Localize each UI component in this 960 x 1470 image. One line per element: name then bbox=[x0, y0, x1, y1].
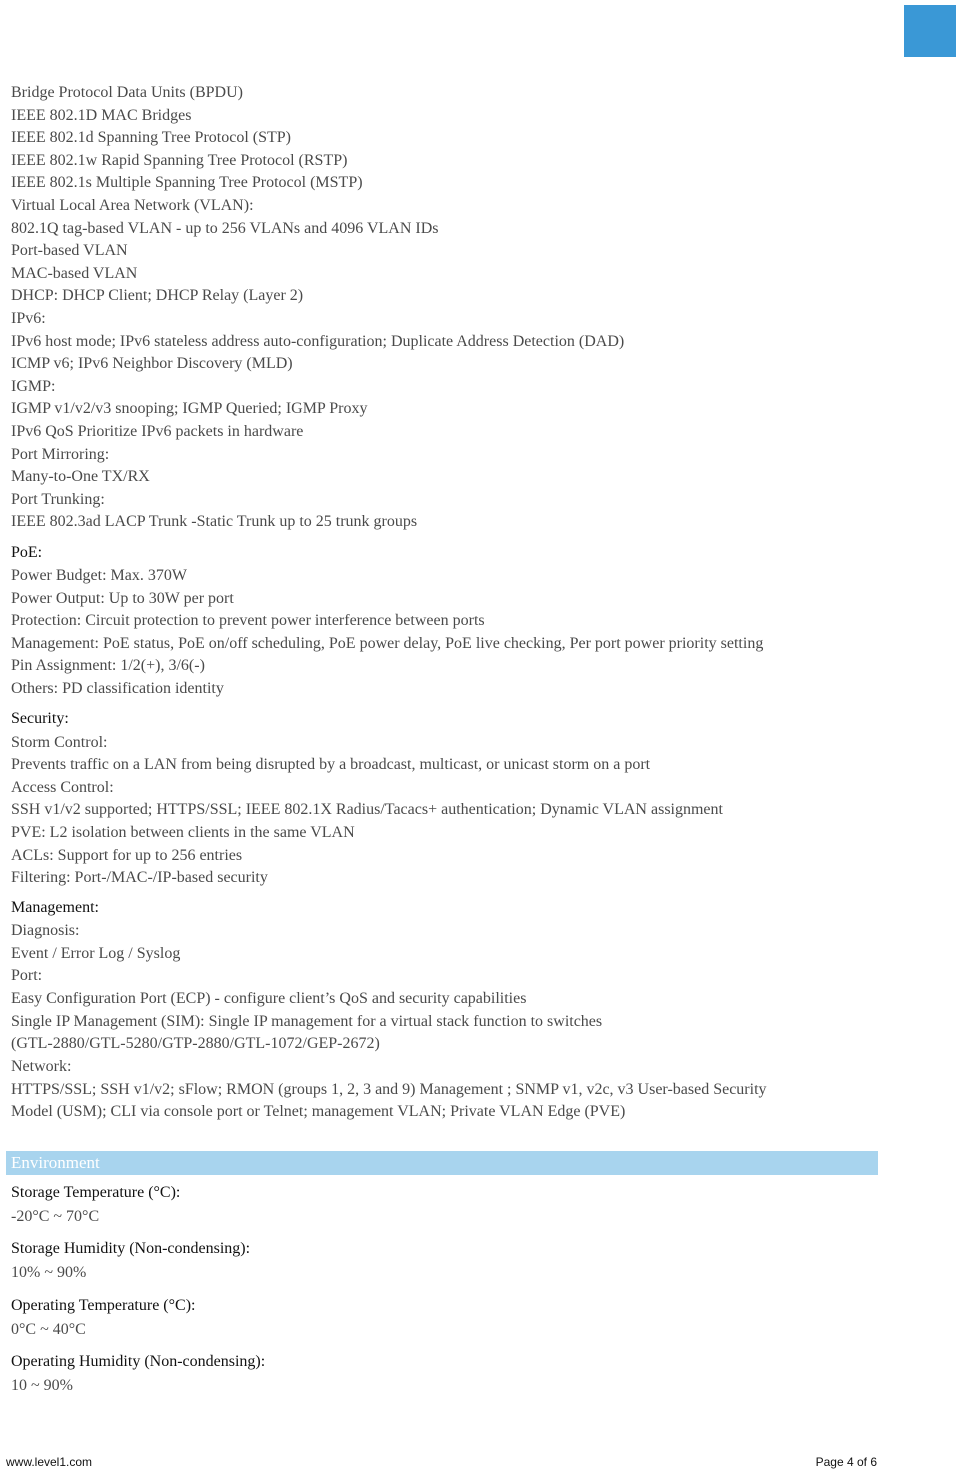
security-line: ACLs: Support for up to 256 entries bbox=[11, 847, 243, 864]
management-line: HTTPS/SSL; SSH v1/v2; sFlow; RMON (groups 1, 2, 3 and 9) Management ; SNMP v1, v2c, v3 User-based Security bbox=[11, 1081, 767, 1098]
poe-line: Others: PD classification identity bbox=[11, 680, 224, 697]
spec-line: Virtual Local Area Network (VLAN): bbox=[11, 197, 254, 214]
poe-line: Pin Assignment: 1/2(+), 3/6(-) bbox=[11, 657, 205, 674]
management-line: Port: bbox=[11, 967, 43, 984]
management-heading: Management: bbox=[11, 899, 99, 916]
management-line: Network: bbox=[11, 1058, 72, 1075]
spec-line: IGMP: bbox=[11, 378, 56, 395]
storage-humidity-value: 10% ~ 90% bbox=[11, 1264, 87, 1281]
spec-line: Port-based VLAN bbox=[11, 242, 128, 259]
spec-line: IPv6 host mode; IPv6 stateless address auto-configuration; Duplicate Address Detection (DAD) bbox=[11, 333, 625, 350]
operating-temperature-label: Operating Temperature (°C): bbox=[11, 1297, 196, 1314]
environment-heading: Environment bbox=[11, 1153, 100, 1172]
storage-humidity-label: Storage Humidity (Non-condensing): bbox=[11, 1240, 251, 1257]
security-line: PVE: L2 isolation between clients in the same VLAN bbox=[11, 824, 355, 841]
spec-line: IEEE 802.3ad LACP Trunk -Static Trunk up to 25 trunk groups bbox=[11, 513, 418, 530]
management-line: Diagnosis: bbox=[11, 922, 80, 939]
management-line: (GTL-2880/GTL-5280/GTP-2880/GTL-1072/GEP-2672) bbox=[11, 1035, 380, 1052]
spec-line: 802.1Q tag-based VLAN - up to 256 VLANs and 4096 VLAN IDs bbox=[11, 220, 439, 237]
spec-line: Port Trunking: bbox=[11, 491, 105, 508]
operating-temperature-value: 0°C ~ 40°C bbox=[11, 1321, 86, 1338]
spec-line: IEEE 802.1d Spanning Tree Protocol (STP) bbox=[11, 129, 291, 146]
spec-line: Bridge Protocol Data Units (BPDU) bbox=[11, 84, 243, 101]
spec-line: IEEE 802.1w Rapid Spanning Tree Protocol (RSTP) bbox=[11, 152, 348, 169]
spec-line: MAC-based VLAN bbox=[11, 265, 138, 282]
brand-corner-block bbox=[904, 5, 956, 57]
security-line: Prevents traffic on a LAN from being disrupted by a broadcast, multicast, or unicast storm on a port bbox=[11, 756, 651, 773]
security-line: Filtering: Port-/MAC-/IP-based security bbox=[11, 869, 268, 886]
management-line: Event / Error Log / Syslog bbox=[11, 945, 181, 962]
security-line: SSH v1/v2 supported; HTTPS/SSL; IEEE 802.1X Radius/Tacacs+ authentication; Dynamic VLAN assignment bbox=[11, 801, 723, 818]
security-heading: Security: bbox=[11, 710, 69, 727]
poe-line: Power Output: Up to 30W per port bbox=[11, 590, 234, 607]
management-line: Single IP Management (SIM): Single IP management for a virtual stack function to switches bbox=[11, 1013, 603, 1030]
spec-line: IEEE 802.1D MAC Bridges bbox=[11, 107, 192, 124]
footer-website-link[interactable]: www.level1.com bbox=[6, 1455, 93, 1469]
operating-humidity-value: 10 ~ 90% bbox=[11, 1377, 73, 1394]
storage-temperature-value: -20°C ~ 70°C bbox=[11, 1208, 100, 1225]
security-line: Access Control: bbox=[11, 779, 114, 796]
storage-temperature-label: Storage Temperature (°C): bbox=[11, 1184, 181, 1201]
spec-line: IPv6 QoS Prioritize IPv6 packets in hardware bbox=[11, 423, 304, 440]
spec-line: ICMP v6; IPv6 Neighbor Discovery (MLD) bbox=[11, 355, 293, 372]
spec-line: IPv6: bbox=[11, 310, 46, 327]
spec-line: DHCP: DHCP Client; DHCP Relay (Layer 2) bbox=[11, 287, 304, 304]
poe-line: Protection: Circuit protection to prevent power interference between ports bbox=[11, 612, 485, 629]
security-line: Storm Control: bbox=[11, 734, 108, 751]
poe-line: Management: PoE status, PoE on/off scheduling, PoE power delay, PoE live checking, Per port power priority setting bbox=[11, 635, 764, 652]
management-line: Model (USM); CLI via console port or Telnet; management VLAN; Private VLAN Edge (PVE) bbox=[11, 1103, 626, 1120]
spec-line: Port Mirroring: bbox=[11, 446, 110, 463]
poe-line: Power Budget: Max. 370W bbox=[11, 567, 187, 584]
footer-page-number: Page 4 of 6 bbox=[815, 1455, 877, 1469]
poe-heading: PoE: bbox=[11, 544, 43, 561]
spec-line: Many-to-One TX/RX bbox=[11, 468, 150, 485]
spec-line: IEEE 802.1s Multiple Spanning Tree Protocol (MSTP) bbox=[11, 174, 363, 191]
operating-humidity-label: Operating Humidity (Non-condensing): bbox=[11, 1353, 266, 1370]
spec-line: IGMP v1/v2/v3 snooping; IGMP Queried; IGMP Proxy bbox=[11, 400, 368, 417]
environment-section-bar bbox=[6, 1151, 878, 1175]
management-line: Easy Configuration Port (ECP) - configure client’s QoS and security capabilities bbox=[11, 990, 527, 1007]
